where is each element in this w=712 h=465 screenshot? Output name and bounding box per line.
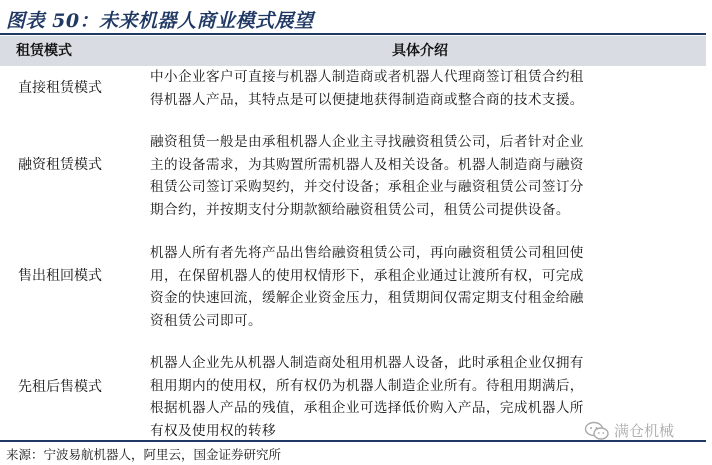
header-description: 具体介绍 <box>392 43 448 59</box>
row-description <box>150 242 688 332</box>
header-mode: 租赁模式 <box>16 43 72 59</box>
bottom-divider <box>0 440 706 442</box>
row-mode-label: 先租后售模式 <box>18 379 102 395</box>
description-line: 有权及使用权的转移 <box>150 422 276 439</box>
description-line: 中小企业客户可直接与机器人制造商或者机器人代理商签订租赁合约租 <box>150 69 584 85</box>
table-header <box>0 36 706 66</box>
row-description <box>150 66 688 111</box>
watermark-text: 满仓机械 <box>614 422 675 440</box>
description-line: 主的设备需求，为其购置所需机器人及相关设备。机器人制造商与融资 <box>150 156 584 173</box>
description-line: 租赁公司签订采购契约，并交付设备；承租企业与融资租赁公司签订分 <box>150 179 584 195</box>
description-line: 根据机器人产品的残值，承租企业可选择低价购入产品，完成机器人所 <box>150 400 584 416</box>
description-line: 期合约，并按期支付分期款额给融资租赁公司，租赁公司提供设备。 <box>150 201 570 218</box>
row-mode-label: 融资租赁模式 <box>18 157 102 173</box>
description-line: 机器人所有者先将产品出售给融资租赁公司，再向融资租赁公司租回使 <box>150 245 584 261</box>
watermark <box>584 420 674 441</box>
title-divider <box>0 33 706 35</box>
description-line: 得机器人产品，其特点是可以便捷地获得制造商或整合商的技术支援。 <box>150 91 584 108</box>
description-line: 用，在保留机器人的使用权情形下，承租企业通过让渡所有权，可完成 <box>150 267 584 284</box>
source-note: 来源：宁波易航机器人，阿里云，国金证券研究所 <box>6 447 282 462</box>
row-mode-label: 直接租赁模式 <box>18 80 102 96</box>
wechat-icon <box>584 421 610 441</box>
description-line: 资金的快速回流，缓解企业资金压力，租赁期间仅需定期支付租金给融 <box>150 290 584 306</box>
description-line: 租用期内的使用权，所有权仍为机器人制造企业所有。待租用期满后， <box>150 377 584 394</box>
figure-title: 图表 50：未来机器人商业模式展望 <box>6 10 314 32</box>
description-line: 融资租赁一般是由承租机器人企业主寻找融资租赁公司，后者针对企业 <box>150 134 584 150</box>
row-mode-label: 售出租回模式 <box>18 268 102 284</box>
row-description <box>150 131 688 221</box>
description-line: 资租赁公司即可。 <box>150 312 262 329</box>
description-line: 机器人企业先从机器人制造商处租用机器人设备，此时承租企业仅拥有 <box>150 355 584 371</box>
